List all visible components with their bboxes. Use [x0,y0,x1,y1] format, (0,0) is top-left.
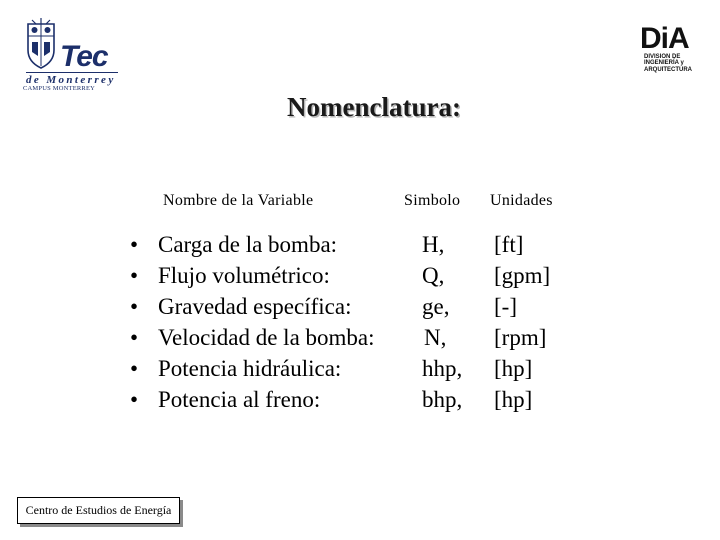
variable-name: Velocidad de la bomba: [158,325,375,350]
variable-symbol: H, [422,232,445,257]
variable-name: Flujo volumétrico: [158,263,330,288]
variable-unit: [rpm] [494,325,547,350]
bullet: • [130,387,139,412]
list-item [0,294,720,325]
variable-name: Carga de la bomba: [158,232,338,257]
dia-logo-text [644,54,692,73]
variable-unit: [hp] [494,356,533,381]
tec-crest-icon [24,16,58,72]
header-nombre: Nombre de la Variable [163,192,314,209]
variable-symbol: Q, [422,263,445,288]
dia-logo-line: DIVISION DE [644,54,681,60]
dia-logo-mark [640,24,689,54]
variable-unit: [-] [494,294,517,319]
variable-name: Potencia hidráulica: [158,356,342,381]
variable-unit: [hp] [494,387,533,412]
variable-symbol: N, [424,325,447,350]
tec-monterrey-logo [20,16,120,90]
variable-name: Potencia al freno: [158,387,321,412]
variable-list [0,232,720,418]
variable-unit: [ft] [494,232,524,257]
header-simbolo: Simbolo [404,192,461,209]
tec-logo-name: Tec [60,40,108,73]
header-unidades: Unidades [490,192,553,209]
list-item [0,263,720,294]
bullet: • [130,325,139,350]
list-item [0,325,720,356]
bullet: • [130,356,139,381]
dia-mark-i: i [660,22,669,55]
dia-logo [640,24,704,80]
variable-name: Gravedad específica: [158,294,352,319]
variable-unit: [gpm] [494,263,551,288]
tec-logo-subtitle: de Monterrey [26,72,118,86]
bullet: • [130,294,139,319]
variable-symbol: hhp, [422,356,463,381]
dia-logo-line: ARQUITECTURA [644,66,692,73]
variable-symbol: bhp, [422,387,463,412]
slide-title: Nomenclatura: [287,92,461,122]
variable-symbol: ge, [422,294,450,319]
dia-mark-d: D [640,22,661,55]
list-item [0,232,720,263]
dia-logo-line: INGENIERÍA y [644,60,684,67]
dia-mark-a: A [668,22,689,55]
bullet: • [130,263,139,288]
footer-label: Centro de Estudios de Energía [17,497,180,524]
list-item [0,387,720,418]
list-item [0,356,720,387]
bullet: • [130,232,139,257]
tec-logo-campus: CAMPUS MONTERREY [23,85,96,92]
